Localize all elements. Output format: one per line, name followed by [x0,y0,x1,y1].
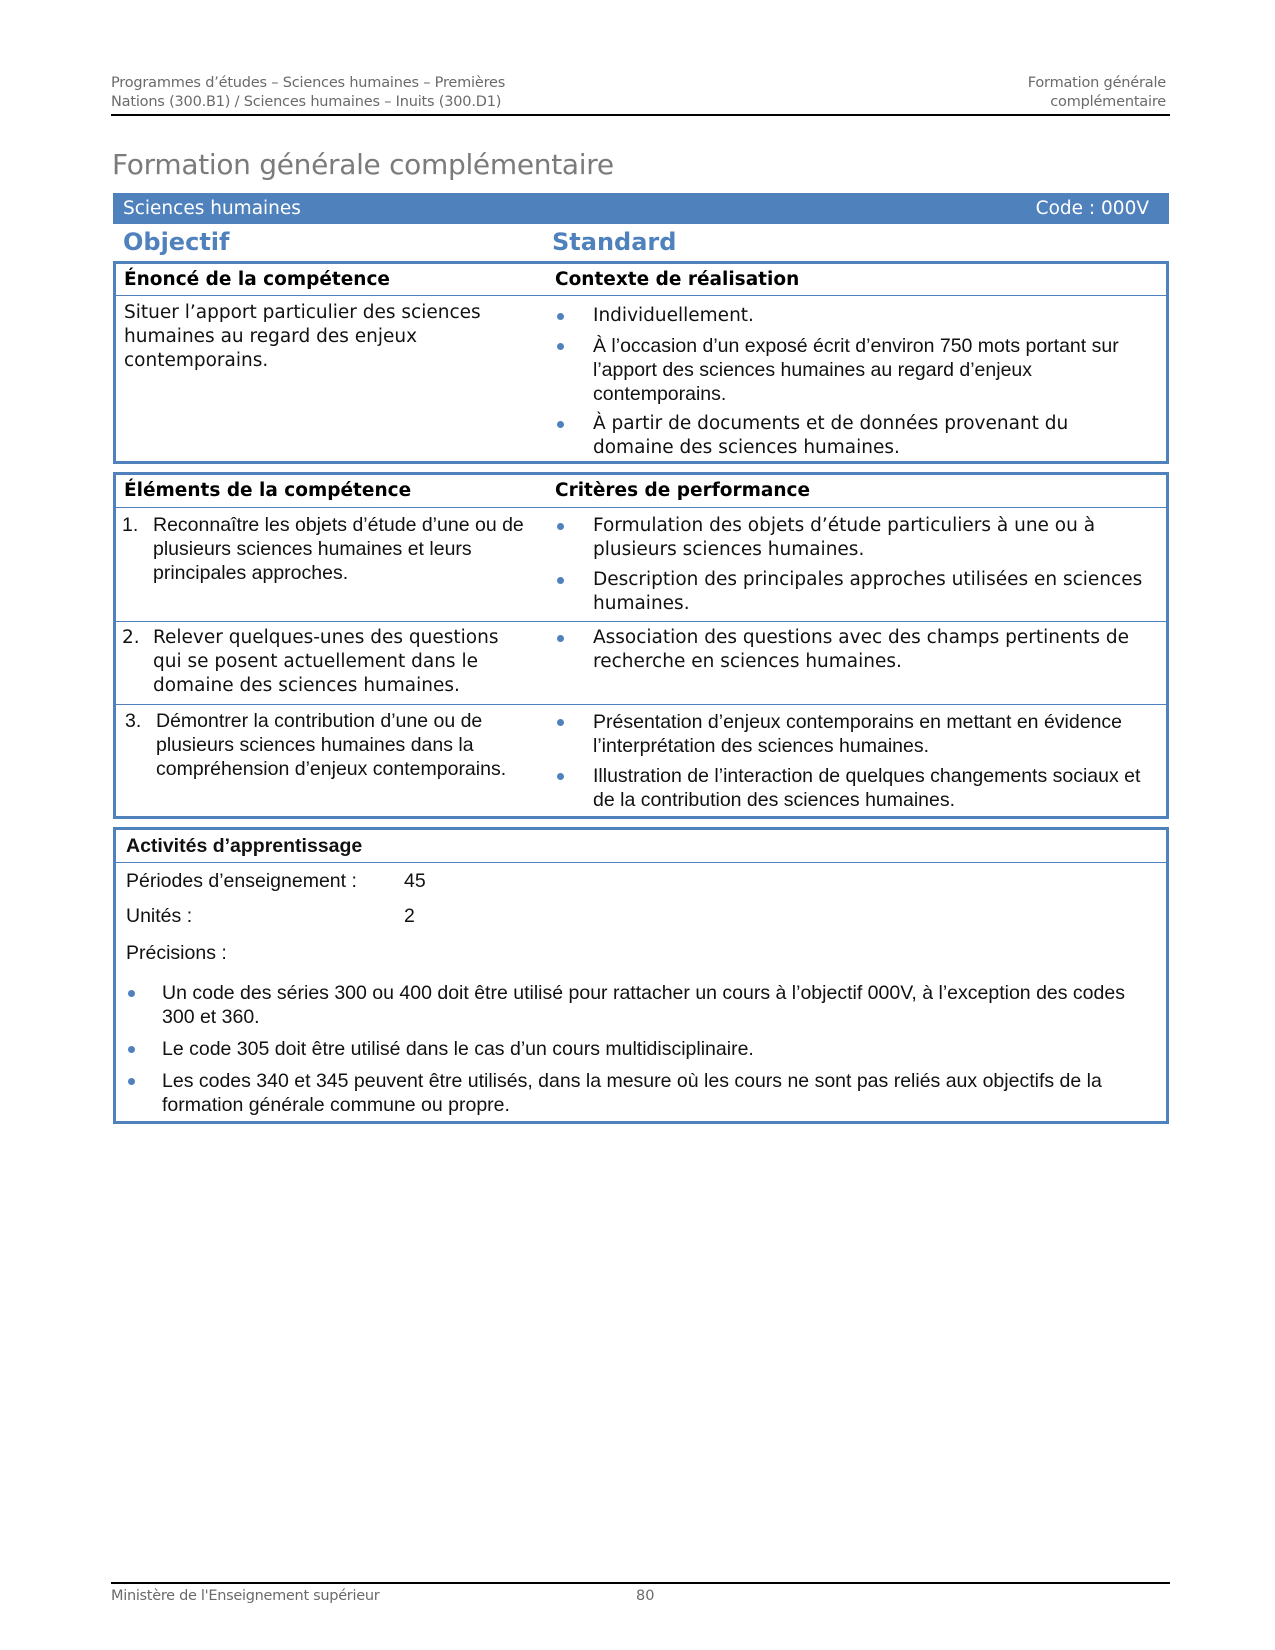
header-line-1: Programmes d’études – Sciences humaines – Premières [111,75,506,91]
list-item: Les codes 340 et 345 peuvent être utilisés, dans la mesure où les cours ne sont pas reliés aux objectifs de la formation générale commune ou propre. [116,1069,1152,1117]
bullet-icon [557,577,564,584]
header-contexte: Contexte de réalisation [555,269,800,290]
header-right-line-1: Formation générale [1027,75,1166,91]
element-item [116,513,539,585]
table-row [116,705,1166,816]
competence-statement [116,296,547,373]
list-item: Présentation d’enjeux contemporains en mettant en évidence l’interprétation des sciences humaines. [547,710,1156,758]
units-label: Unités : [126,905,193,927]
element-number: 1. [122,514,139,536]
element-number: 2. [122,627,140,648]
element-cell [116,705,547,781]
criteria-list [547,514,1152,616]
precisions-list [116,981,1152,1125]
page-header [111,74,1170,116]
element-cell [116,622,547,698]
bullet-icon [557,343,564,350]
header-line-2: Nations (300.B1) / Sciences humaines – Inuits (300.D1) [111,94,502,110]
header-section-title [1028,74,1166,112]
activities-box [113,827,1169,1124]
list-item: À partir de documents et de données provenant du domaine des sciences humaines. [547,412,1152,460]
table-header-row [116,264,1166,296]
bullet-icon [557,523,564,530]
list-item: Illustration de l’interaction de quelques changements sociaux et de la contribution des sciences humaines. [547,764,1156,812]
element-number: 3. [125,710,142,732]
element-text: Relever quelques-unes des questions qui se posent actuellement dans le domaine des sciences humaines. [153,627,499,696]
column-headings [113,228,1169,260]
context-list-cell [547,296,1166,466]
element-item [116,626,527,698]
context-list [547,304,1152,460]
elements-table [113,472,1169,819]
list-item: À l’occasion d’un exposé écrit d’environ 750 mots portant sur l’apport des sciences humaines au regard d’enjeux contemporains. [547,334,1152,406]
header-criteres: Critères de performance [555,480,811,501]
criteria-cell [547,622,1166,680]
heading-objectif: Objectif [123,228,230,256]
objective-code: Code : 000V [1035,198,1149,219]
page-title: Formation générale complémentaire [112,148,614,181]
bullet-icon [128,1046,135,1053]
list-item: Individuellement. [547,304,1152,328]
table-row [116,296,1166,461]
table-header-row [116,475,1166,508]
discipline-name: Sciences humaines [123,198,301,219]
competence-table [113,261,1169,464]
criteria-list [547,626,1152,674]
table-row [116,622,1166,705]
criteria-cell [547,508,1166,622]
list-item: Association des questions avec des champs pertinents de recherche en sciences humaines. [547,626,1152,674]
bullet-icon [128,990,135,997]
bullet-icon [557,635,564,642]
criteria-list [547,710,1156,812]
list-item: Description des principales approches utilisées en sciences humaines. [547,568,1152,616]
page-number: 80 [636,1588,655,1604]
header-enonce: Énoncé de la compétence [124,269,390,290]
activities-body [116,863,1166,1121]
discipline-band [113,193,1169,224]
element-text: Démontrer la contribution d’une ou de plusieurs sciences humaines dans la compréhension d’enjeux contemporains. [156,710,507,780]
periods-value: 45 [404,870,426,892]
competence-statement-text: Situer l’apport particulier des sciences humaines au regard des enjeux contemporains. [124,302,481,371]
activities-header-row [116,830,1166,863]
bullet-icon [557,773,564,780]
heading-standard: Standard [552,228,677,256]
bullet-icon [557,313,564,320]
periods-label: Périodes d’enseignement : [126,870,357,892]
table-row [116,508,1166,622]
bullet-icon [557,421,564,428]
units-field [126,904,415,928]
periods-field [126,869,426,893]
element-text: Reconnaître les objets d’étude d’une ou de plusieurs sciences humaines et leurs principales approches. [153,514,524,584]
list-item: Le code 305 doit être utilisé dans le cas d’un cours multidisciplinaire. [116,1037,1152,1061]
element-item [119,709,527,781]
units-value: 2 [404,905,415,927]
element-cell [116,508,547,585]
header-program-title [111,74,505,112]
header-right-line-2: complémentaire [1050,94,1166,110]
precisions-label: Précisions : [126,942,227,964]
bullet-icon [128,1078,135,1085]
activities-header: Activités d’apprentissage [126,835,363,857]
page-footer [111,1582,1170,1604]
footer-organization: Ministère de l'Enseignement supérieur [111,1588,380,1604]
header-elements: Éléments de la compétence [124,480,412,501]
bullet-icon [557,719,564,726]
list-item: Un code des séries 300 ou 400 doit être utilisé pour rattacher un cours à l’objectif 000V, à l’exception des codes 300 et 360. [116,981,1152,1029]
list-item: Formulation des objets d’étude particuliers à une ou à plusieurs sciences humaines. [547,514,1152,562]
criteria-cell [547,705,1166,818]
